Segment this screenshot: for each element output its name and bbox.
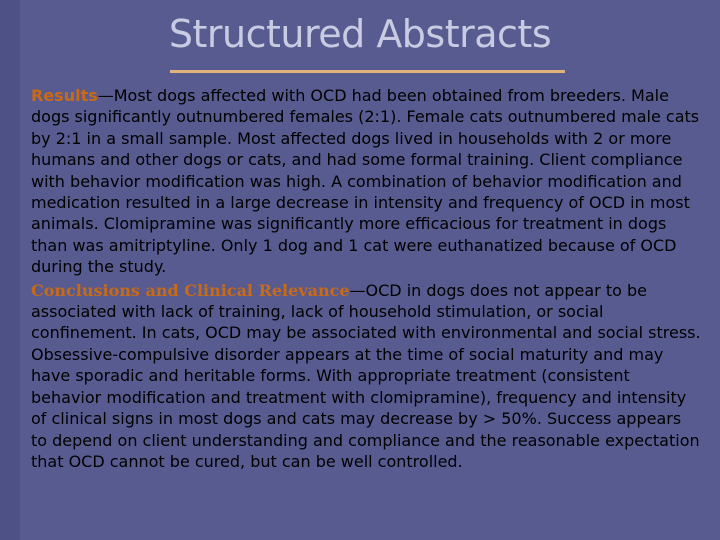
results-text: Most dogs affected with OCD had been obtained from breeders. Male dogs significantly outnumbered females (2:1). Female cats outnumbered male cats by 2:1 in a small sample. Most affected dogs lived in households with 2 or more humans and other dogs or cats, and had some formal training. Client compliance with behavior modification was high. A combination of behavior modification and medication resulted in a large decrease in intensity and frequency of OCD in most animals. Clomipramine was significantly more efficacious for treatment in dogs than was amitriptyline. Only 1 dog and 1 cat were euthanatized because of OCD during the study. xyxy=(31,86,700,277)
left-band xyxy=(0,0,20,540)
results-dash: — xyxy=(97,86,114,105)
slide-title: Structured Abstracts xyxy=(168,12,552,56)
conclusions-paragraph xyxy=(31,280,701,473)
conclusions-text: OCD in dogs does not appear to be associated with lack of training, lack of household stimulation, or social confinement. In cats, OCD may be associated with environmental and social stress. Obsessive-compulsive disorder appears at the time of social maturity and may have sporadic and heritable forms. With appropriate treatment (consistent behavior modification and treatment with clomipramine), frequency and intensity of clinical signs in most dogs and cats may decrease by > 50%. Success appears to depend on client understanding and compliance and the reasonable expectation that OCD cannot be cured, but can be well controlled. xyxy=(31,280,701,471)
conclusions-heading: Conclusions and Clinical Relevance xyxy=(31,280,350,300)
abstract-body xyxy=(31,85,701,472)
results-heading: Results xyxy=(31,86,98,105)
title-underline xyxy=(170,70,565,73)
results-paragraph xyxy=(31,85,701,278)
conclusions-dash: — xyxy=(349,280,366,300)
